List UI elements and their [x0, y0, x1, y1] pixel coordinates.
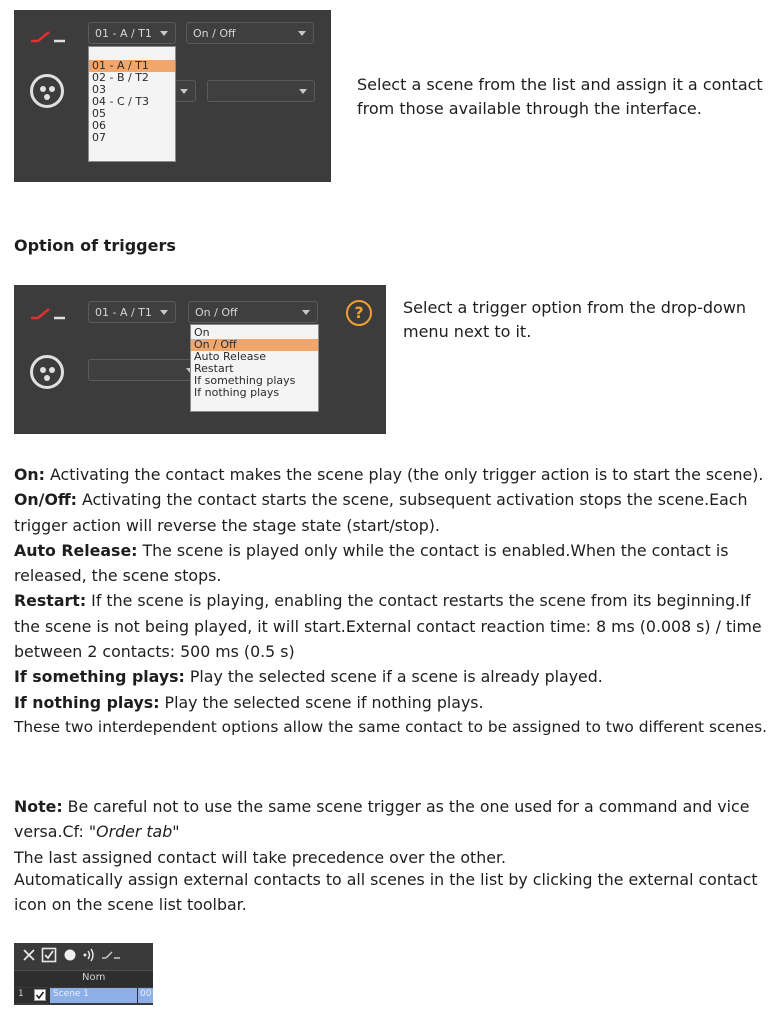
- table-row[interactable]: [14, 988, 153, 1003]
- fig1-caption: Select a scene from the list and assign it a contact from those available through the interface.: [357, 75, 763, 118]
- trigger-dropdown-list: [190, 324, 319, 412]
- scene-select-value: 01 - A / T1: [95, 306, 152, 319]
- note-line2: The last assigned contact will take precedence over the other.: [14, 847, 507, 867]
- note-reference: "Order tab": [88, 822, 180, 842]
- definition-text: Play the selected scene if nothing plays.: [159, 692, 484, 712]
- external-contact-icon[interactable]: [101, 949, 121, 961]
- chevron-down-icon: [298, 31, 306, 36]
- definition-text: If the scene is playing, enabling the contact restarts the scene from its beginning.If the scene is not being played, it will start.External contact reaction time: 8 ms (0.008 s) / time between 2 contacts: 500 ms (0.5 s): [14, 591, 762, 662]
- definition-term: Auto Release:: [14, 540, 138, 560]
- chevron-down-icon: [302, 310, 310, 315]
- auto-assign-text: Automatically assign external contacts to all scenes in the list by clicking the external contact icon on the scene list toolbar.: [14, 870, 758, 915]
- trigger-select-value: On / Off: [193, 27, 236, 40]
- definition-text: Play the selected scene if a scene is already played.: [184, 667, 603, 687]
- sound-icon[interactable]: [81, 947, 97, 963]
- dmx-connector-icon: [30, 355, 64, 389]
- dmx-select[interactable]: [88, 359, 192, 381]
- definition-term: Restart:: [14, 591, 87, 611]
- row-name-cell: [50, 988, 137, 1003]
- trigger-option[interactable]: If something plays: [194, 374, 296, 387]
- checkbox-icon[interactable]: [41, 947, 57, 963]
- chevron-down-icon: [299, 89, 307, 94]
- external-contact-icon[interactable]: [30, 28, 66, 44]
- fig2-caption: Select a trigger option from the drop-down menu next to it.: [403, 298, 747, 341]
- chevron-down-icon: [180, 89, 188, 94]
- scene-dropdown-list: [88, 46, 176, 162]
- scene-select[interactable]: [88, 22, 176, 44]
- dmx-connector-icon: [30, 74, 64, 108]
- definition-text: Activating the contact makes the scene play (the only trigger action is to start the scene).: [45, 465, 764, 484]
- chevron-down-icon: [160, 310, 168, 315]
- scene-list-toolbar-panel: [14, 943, 153, 1005]
- row-name: Scene 1: [53, 989, 90, 999]
- dmx-channel-select[interactable]: [207, 80, 315, 102]
- trigger-option[interactable]: If nothing plays: [194, 386, 280, 399]
- section-title: Option of triggers: [14, 236, 176, 255]
- trigger-option[interactable]: On / Off: [191, 339, 318, 351]
- scene-option[interactable]: 07: [92, 131, 106, 144]
- scene-option[interactable]: 06: [92, 119, 106, 132]
- definition-if-nothing-plays: [14, 690, 780, 715]
- definition-restart: [14, 588, 780, 664]
- trigger-select[interactable]: [186, 22, 314, 44]
- scene-select[interactable]: [88, 301, 176, 323]
- row-number: 1: [18, 989, 24, 999]
- definition-term: If nothing plays:: [14, 692, 160, 712]
- trigger-select[interactable]: [188, 301, 318, 323]
- checkmark-icon: [35, 990, 45, 1000]
- trigger-select-value: On / Off: [195, 306, 238, 319]
- trigger-option-panel: [14, 285, 386, 434]
- definition-auto-release: [14, 538, 780, 589]
- row-checkbox[interactable]: [34, 989, 46, 1001]
- definition-term: On:: [14, 465, 45, 484]
- scene-select-value: 01 - A / T1: [95, 27, 152, 40]
- chevron-down-icon: [160, 31, 168, 36]
- row-code: 00: [140, 989, 152, 999]
- scene-option[interactable]: 05: [92, 107, 106, 120]
- scene-contact-panel: [14, 10, 331, 182]
- trigger-option[interactable]: Restart: [194, 362, 234, 375]
- note-term: Note:: [14, 797, 63, 816]
- help-icon[interactable]: ?: [346, 300, 372, 326]
- definition-term: If something plays:: [14, 667, 185, 687]
- note-block: [14, 794, 780, 870]
- definition-text: The scene is played only while the contact is enabled.When the contact is released, the scene stops.: [14, 540, 729, 586]
- scene-option[interactable]: 02 - B / T2: [92, 71, 149, 84]
- toolbar: [14, 943, 153, 967]
- definition-on-off: [14, 487, 780, 538]
- record-icon[interactable]: [63, 948, 77, 962]
- definition-text: Activating the contact starts the scene, subsequent activation stops the scene.Each trigger action will reverse the stage state (start/stop).: [14, 490, 748, 535]
- definition-term: On/Off:: [14, 490, 77, 510]
- trigger-option[interactable]: Auto Release: [194, 350, 267, 363]
- column-header-row: [14, 970, 153, 987]
- definition-if-something-plays: [14, 664, 780, 689]
- note-text: Be careful not to use the same scene trigger as the one used for a command and vice versa.Cf:: [14, 797, 750, 842]
- scene-option[interactable]: 01 - A / T1: [89, 60, 175, 72]
- trigger-option[interactable]: On: [194, 326, 210, 339]
- definition-on: [14, 462, 780, 487]
- scene-option[interactable]: 03: [92, 83, 106, 96]
- interdependent-note: These two interdependent options allow the same contact to be assigned to two different scenes.: [14, 717, 768, 736]
- scene-option[interactable]: 04 - C / T3: [92, 95, 150, 108]
- close-icon[interactable]: [22, 948, 36, 962]
- row-code-cell: [138, 988, 153, 1003]
- column-header-nom[interactable]: Nom: [82, 972, 106, 983]
- trigger-definitions: [14, 462, 780, 740]
- external-contact-icon[interactable]: [30, 305, 66, 321]
